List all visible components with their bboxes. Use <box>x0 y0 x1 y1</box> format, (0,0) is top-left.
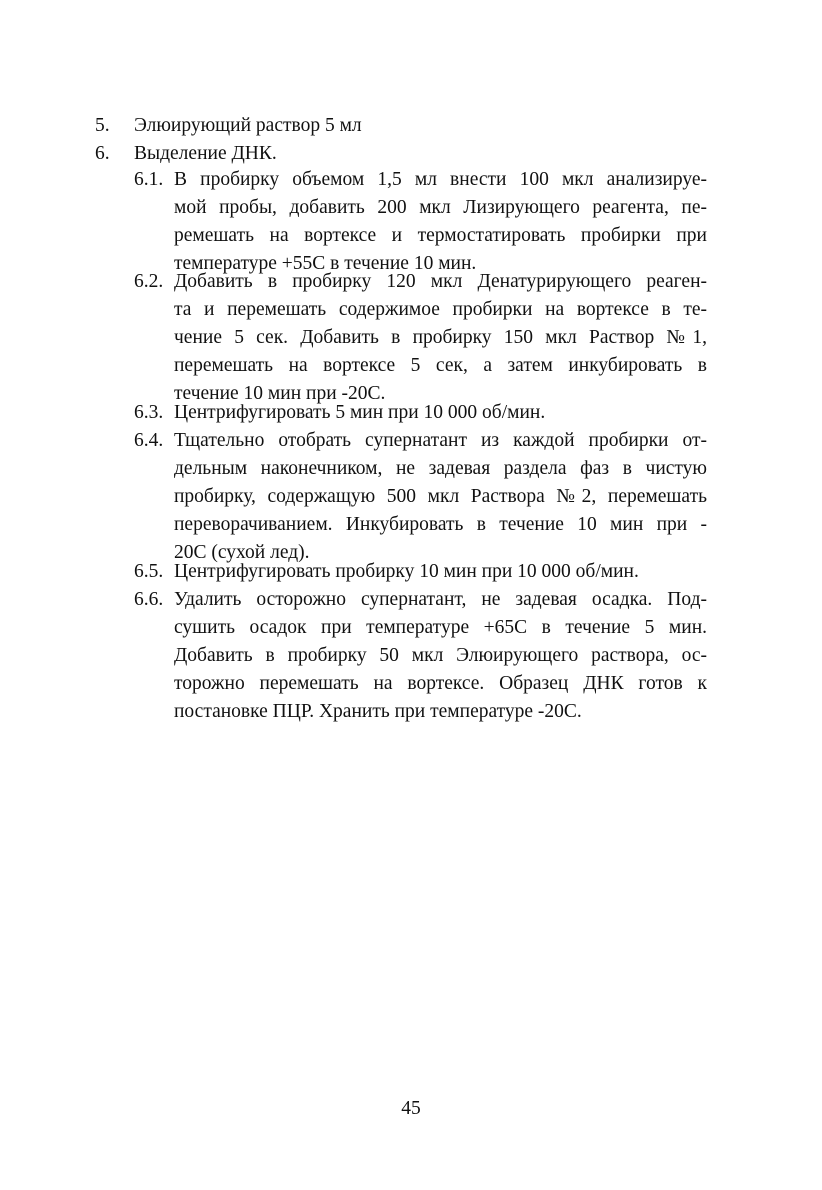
text-line: Центрифугировать 5 мин при 10 000 об/мин. <box>174 402 546 423</box>
sub-item-number: 6.5. <box>134 561 164 582</box>
sub-item-number: 6.6. <box>134 589 164 610</box>
sub-item-number: 6.3. <box>134 402 164 423</box>
list-item-6 <box>95 140 277 168</box>
sub-item-number: 6.4. <box>134 430 164 451</box>
text-line: Тщательно отобрать супернатант из каждой пробирки от- <box>174 430 707 451</box>
text-line: та и перемешать содержимое пробирки на вортексе в те- <box>174 299 707 320</box>
sub-item-6-2 <box>134 268 707 408</box>
text-line: пробирку, содержащую 500 мкл Раствора №2, перемешать <box>174 486 707 507</box>
text-line: ремешать на вортексе и термостатировать пробирки при <box>174 225 707 246</box>
text-line: дельным наконечником, не задевая раздела фаз в чистую <box>174 458 707 479</box>
sub-item-6-4 <box>134 427 707 567</box>
text-line: Центрифугировать пробирку 10 мин при 10 000 об/мин. <box>174 561 639 582</box>
list-item-5 <box>95 112 362 140</box>
text-line: сушить осадок при температуре +65С в течение 5 мин. <box>174 617 707 638</box>
text-line: Добавить в пробирку 120 мкл Денатурирующего реаген- <box>174 271 707 292</box>
list-item-text: Элюирующий раствор 5 мл <box>134 115 362 136</box>
text-line: переворачиванием. Инкубировать в течение 10 мин при - <box>174 514 707 535</box>
text-line: 20С (сухой лед). <box>174 542 310 563</box>
text-line: постановке ПЦР. Хранить при температуре -20С. <box>174 701 582 722</box>
list-item-number: 5. <box>95 115 110 136</box>
list-item-number: 6. <box>95 143 110 164</box>
sub-item-6-1 <box>134 166 707 278</box>
sub-item-6-5 <box>134 558 707 586</box>
text-line: чение 5 сек. Добавить в пробирку 150 мкл Раствор №1, <box>174 327 707 348</box>
text-line: торожно перемешать на вортексе. Образец ДНК готов к <box>174 673 707 694</box>
sub-item-number: 6.2. <box>134 271 164 292</box>
text-line: Удалить осторожно супернатант, не задевая осадка. Под- <box>174 589 707 610</box>
text-line: перемешать на вортексе 5 сек, а затем инкубировать в <box>174 355 707 376</box>
page-number: 45 <box>401 1098 421 1119</box>
sub-item-6-6 <box>134 586 707 726</box>
list-item-text: Выделение ДНК. <box>134 143 277 164</box>
text-line: течение 10 мин при -20С. <box>174 383 386 404</box>
text-line: Добавить в пробирку 50 мкл Элюирующего раствора, ос- <box>174 645 707 666</box>
text-line: температуре +55С в течение 10 мин. <box>174 253 477 274</box>
sub-item-6-3 <box>134 399 707 427</box>
text-line: мой пробы, добавить 200 мкл Лизирующего реагента, пе- <box>174 197 707 218</box>
text-line: В пробирку объемом 1,5 мл внести 100 мкл анализируе- <box>174 169 707 190</box>
sub-item-number: 6.1. <box>134 169 164 190</box>
